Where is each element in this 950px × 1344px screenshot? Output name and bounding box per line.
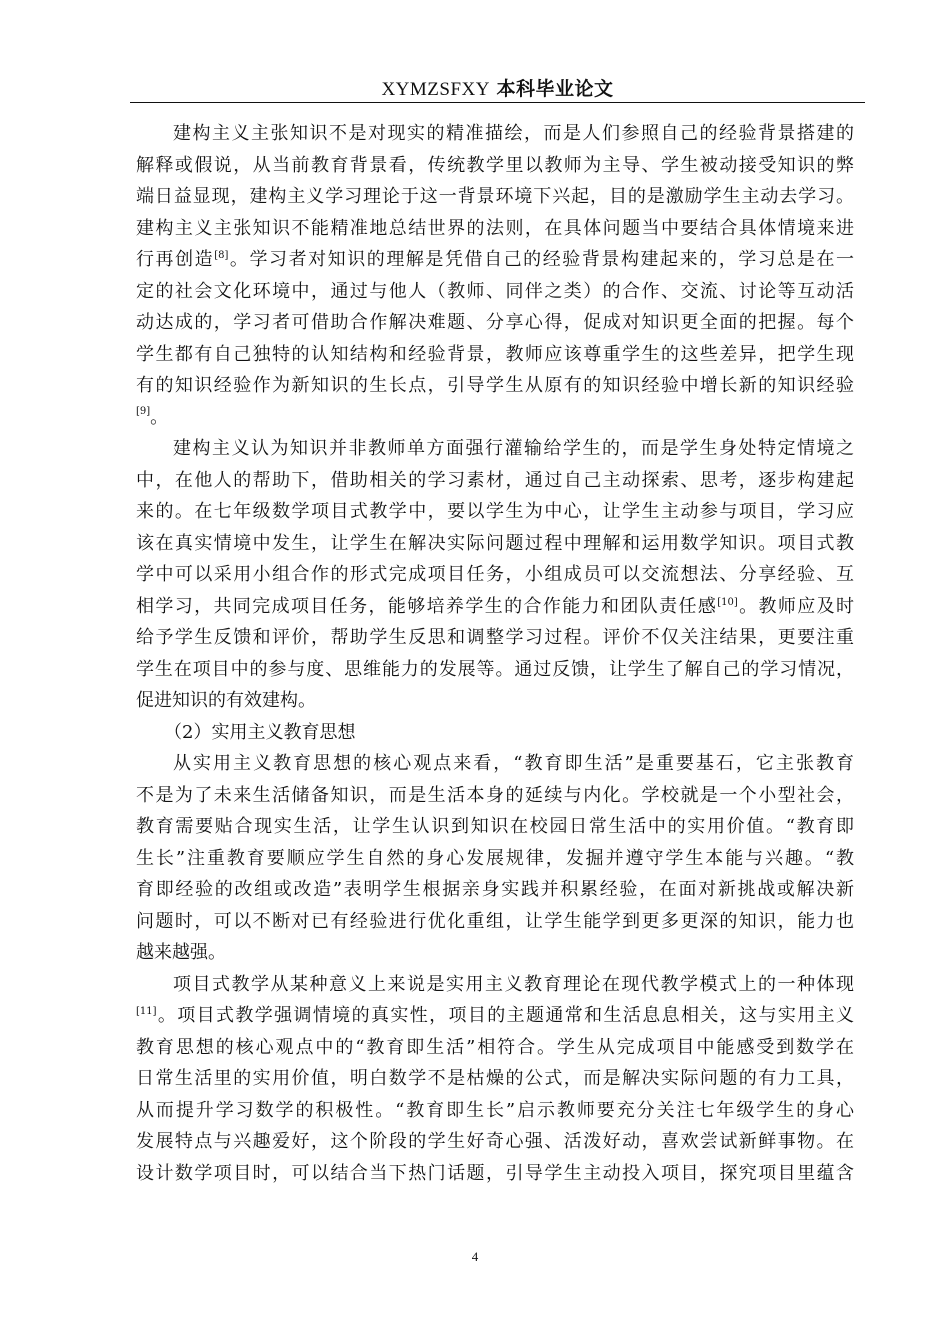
text-line: 中，在他人的帮助下，借助相关的学习素材，通过自己主动探索、思考，逐步构建起 (136, 469, 854, 491)
text-line: 有的知识经验作为新知识的生长点，引导学生从原有的知识经验中增长新的知识经验 (136, 375, 854, 396)
text-line: 建构主义主张知识不能精准地总结世界的法则，在具体问题当中要结合具体情境来进 (136, 217, 854, 239)
citation-ref: [11] (136, 1006, 157, 1017)
text-line: 生长”注重教育要顺应学生自然的身心发展规律，发掘并遵守学生本能与兴趣。“教 (136, 847, 854, 869)
text-fragment: 相学习，共同完成项目任务，能够培养学生的合作能力和团队责任感 (136, 595, 718, 617)
text-line: 学生都有自己独特的认知结构和经验背景，教师应该尊重学生的这些差异，把学生现 (136, 343, 854, 365)
text-fragment: 。 (150, 406, 169, 428)
body-text (136, 118, 854, 1189)
header-title: 本科毕业论文 (496, 78, 614, 100)
text-line (136, 591, 854, 623)
text-fragment: 。项目式教学强调情境的真实性，项目的主题通常和生活息息相关，这与实用主义 (156, 1005, 854, 1026)
text-line: 促进知识的有效建构。 (136, 690, 316, 711)
text-line: 项目式教学从某种意义上来说是实用主义教育理论在现代教学模式上的一种体现 (173, 973, 854, 995)
text-line: 从而提升学习数学的积极性。“教育即生长”启示教师要充分关注七年级学生的身心 (136, 1099, 854, 1121)
text-line: 越来越强。 (136, 942, 226, 963)
text-line: 教育思想的核心观点中的“教育即生活”相符合。学生从完成项目中能感受到数学在 (136, 1036, 854, 1058)
text-line: 发展特点与兴趣爱好，这个阶段的学生好奇心强、活泼好动，喜欢尝试新鲜事物。在 (136, 1131, 854, 1152)
citation-ref: [8] (214, 250, 229, 261)
text-line (136, 402, 854, 434)
page-number: 4 (471, 1249, 479, 1264)
text-fragment: 行再创造 (136, 249, 215, 270)
citation-ref: [10] (717, 596, 738, 608)
text-line: 定的社会文化环境中，通过与他人（教师、同伴之类）的合作、交流、讨论等互动活 (136, 280, 854, 302)
text-line: 设计数学项目时，可以结合当下热门话题，引导学生主动投入项目，探究项目里蕴含 (136, 1162, 854, 1184)
text-line: 来的。在七年级数学项目式教学中，要以学生为中心，让学生主动参与项目，学习应 (136, 501, 854, 522)
text-line: 不是为了未来生活储备知识，而是生活本身的延续与内化。学校就是一个小型社会， (136, 784, 854, 806)
header-rule (130, 102, 865, 103)
text-line: 建构主义认为知识并非教师单方面强行灌输给学生的，而是学生身处特定情境之 (173, 438, 854, 459)
header-code: XYMZSFXY (381, 79, 490, 100)
text-line: 端日益显现，建构主义学习理论于这一背景环境下兴起，目的是激励学生主动去学习。 (136, 186, 854, 207)
running-header (130, 74, 865, 101)
text-line (136, 1000, 854, 1032)
text-line: 解释或假说，从当前教育背景看，传统教学里以教师为主导、学生被动接受知识的弊 (136, 154, 854, 176)
text-line: 建构主义主张知识不是对现实的精准描绘，而是人们参照自己的经验背景搭建的 (173, 123, 854, 144)
citation-ref: [9] (136, 405, 151, 417)
text-line: 教育需要贴合现实生活，让学生认识到知识在校园日常生活中的实用价值。“教育即 (136, 816, 854, 837)
text-line (136, 244, 854, 276)
text-fragment: 。教师应及时 (737, 595, 855, 617)
text-line: 日常生活里的实用价值，明白数学不是枯燥的公式，而是解决实际问题的有力工具， (136, 1068, 854, 1089)
text-line: 给予学生反馈和评价，帮助学生反思和调整学习过程。评价不仅关注结果，更要注重 (136, 627, 854, 648)
text-fragment: 。学习者对知识的理解是凭借自己的经验背景构建起来的，学习总是在一 (228, 249, 854, 270)
text-line: 育即经验的改组或改造”表明学生根据亲身实践并积累经验，在面对新挑战或解决新 (136, 879, 854, 900)
text-line: 动达成的，学习者可借助合作解决难题、分享心得，促成对知识更全面的把握。每个 (136, 312, 854, 333)
text-line: 学中可以采用小组合作的形式完成项目任务，小组成员可以交流想法、分享经验、互 (136, 564, 854, 585)
text-line: 该在真实情境中发生，让学生在解决实际问题过程中理解和运用数学知识。项目式教 (136, 532, 854, 554)
section-heading: （2）实用主义教育思想 (164, 721, 356, 743)
text-line: 问题时，可以不断对已有经验进行优化重组，让学生能学到更多更深的知识，能力也 (136, 910, 854, 932)
text-line: 从实用主义教育思想的核心观点来看，“教育即生活”是重要基石，它主张教育 (173, 753, 854, 774)
text-line: 学生在项目中的参与度、思维能力的发展等。通过反馈，让学生了解自己的学习情况， (136, 658, 854, 680)
